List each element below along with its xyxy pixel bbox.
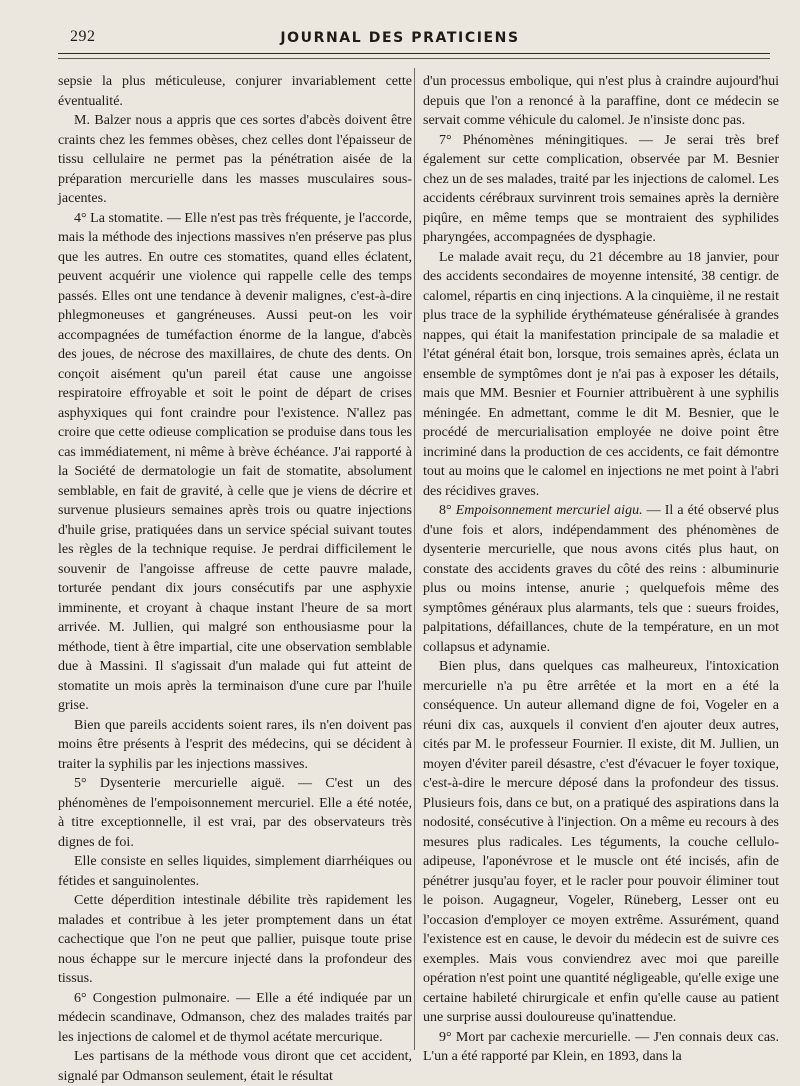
paragraph: M. Balzer nous a appris que ces sortes d'abcès doivent être craints chez les femmes obèses, chez celles dont l'épaisseur de tissu cellulaire ne permet pas la pénétration aisée de la préparation mercurielle dans les masses musculaires sous-jacentes. bbox=[58, 113, 412, 206]
paragraph: Cette déperdition intestinale débilite très rapidement les malades et contribue à les jeter promptement dans un état cachectique que l'on ne peut que pallier, puisque toute prise nous échappe sur le mercure injecté dans la profondeur des tissus. bbox=[58, 893, 412, 986]
paragraph: Le malade avait reçu, du 21 décembre au 18 janvier, pour des accidents secondaires de moyenne intensité, 38 centigr. de calomel, répartis en cinq injections. A la cinquième, il ne restait plus trace de la syphilide érythémateuse généralisée à grandes nappes, qui était la manifestation principale de sa maladie et l'état général était bon, lorsque, trois semaines après, éclata un ensemble de symptômes dont je n'ai pas à exposer les détails, mais que MM. Besnier et Fournier attribuèrent à une syphilis méningée. En admettant, comme le dit M. Besnier, que le procédé de mercurialisation employée ne doive point être incriminé dans la production de ces accidents, ce fait démontre tout au moins que le calomel en injections ne met point à l'abri des récidives graves. bbox=[423, 249, 779, 499]
paragraph: sepsie la plus méticuleuse, conjurer invariablement cette éventualité. bbox=[58, 74, 412, 109]
paragraph: 6° Congestion pulmonaire. — Elle a été indiquée par un médecin scandinave, Odmanson, chez des malades traités par les injections de calomel et de thymol acétate mercurique. bbox=[58, 990, 412, 1045]
column-divider bbox=[414, 68, 415, 1050]
paragraph: Bien que pareils accidents soient rares, ils n'en doivent pas moins être présents à l'esprit des médecins, qui se décident à traiter la syphilis par les injections massives. bbox=[58, 717, 412, 772]
paragraph: 9° Mort par cachexie mercurielle. — J'en connais deux cas. L'un a été rapporté par Klein, en 1893, dans la bbox=[423, 1029, 779, 1064]
paragraph: Les partisans de la méthode vous diront que cet accident, signalé par Odmanson seulement, était le résultat bbox=[58, 1049, 412, 1084]
italic-heading: Empoisonnement mercuriel aigu. bbox=[455, 503, 643, 518]
paragraph: 4° La stomatite. — Elle n'est pas très fréquente, je l'accorde, mais la méthode des injections massives n'en préserve pas plus que les autres. En outre ces stomatites, quand elles éclatent, peuvent acquérir une violence qui rappelle celle des temps passés. Elles ont une tendance à devenir malignes, c'est-à-dire phlegmoneuses et gangréneuses. Aussi peut-on les voir accompagnées de tuméfaction énorme de la langue, d'abcès des joues, de nécrose des maxillaires, de chute des dents. On conçoit aisément qu'un pareil état cause une angoisse respiratoire effroyable et soit le point de départ de crises asphyxiques qui font craindre pour l'existence. N'allez pas croire que cette odieuse complication se produise dans tous les cas immédiatement, ni même à brève échéance. J'ai rapporté à la Société de dermatologie un fait de stomatite, absolument semblable, en fait de gravité, à celle que je viens de décrire et survenue plusieurs semaines après trois ou quatre injections d'huile grise, pratiquées dans un service spécial suivant toutes les règles de la technique requise. Je perdrai difficilement le souvenir de l'angoisse affreuse de cette pauvre malade, torturée pendant dix jours consécutifs par une asphyxie imminente, et croyant à chaque instant l'heure de sa mort arrivée. M. Jullien, qui malgré son enthousiasme pour la méthode, tient à être impartial, cite une observation semblable due à Massini. Il s'agissait d'un malade qui fut atteint de stomatite un mois après la terminaison d'une cure par l'huile grise. bbox=[58, 210, 412, 713]
page-number: 292 bbox=[70, 28, 96, 45]
left-column bbox=[58, 72, 412, 1084]
paragraph-with-italic: 8° Empoisonnement mercuriel aigu. — Il a été observé plus d'une fois et alors, indépendamment des phénomènes de dysenterie mercurielle, que nous avons cités plus haut, on constate des accidents graves du côté des reins : albuminurie plus ou moins intense, anurie ; quelquefois même des symptômes généraux plus alarmants, tels que : sueurs froides, palpitations, défaillances, chute de la température, en un mot collapsus et adynamie. bbox=[423, 503, 779, 655]
paragraph: 5° Dysenterie mercurielle aiguë. — C'est un des phénomènes de l'empoisonnement mercuriel. Elle a été notée, à titre exceptionnelle, il est vrai, par des observateurs très dignes de foi. bbox=[58, 776, 412, 850]
paragraph: Elle consiste en selles liquides, simplement diarrhéiques ou fétides et sanguinolentes. bbox=[58, 854, 412, 889]
paragraph: Bien plus, dans quelques cas malheureux, l'intoxication mercurielle n'a pu être arrêtée et la mort en a été la conséquence. Un auteur allemand digne de foi, Vogeler en a réuni dix cas, auxquels il convient d'en ajouter deux autres, cités par M. le professeur Fournier. Il existe, dit M. Jullien, un moyen d'éviter pareil désastre, c'est d'évacuer le foyer toxique, c'est-à-dire le mercure déposé dans la profondeur des tissus. Plusieurs fois, dans ce but, on a pratiqué des aspirations dans la nodosité, consécutive à l'injection. On a même eu recours à des mesures plus radicales. Les téguments, la couche cellulo-adipeuse, l'aponévrose et le muscle ont été incisés, afin de pénétrer jusqu'au foyer, et le racler pour pouvoir éliminer tout le poison. Augagneur, Vogeler, Rüneberg, Lesser ont eu l'occasion d'employer ce moyen extrême. Assurément, quand l'existence est en cause, le devoir du médecin est de suivre ces exemples. Mais vous conviendrez avec moi que pareille opération n'est point une quantité négligeable, qu'elle exige une certaine habileté chirurgicale et enfin qu'elle cause au patient une surprise aussi douloureuse qu'inattendue. bbox=[423, 659, 779, 1025]
paragraph: 7° Phénomènes méningitiques. — Je serai très bref également sur cette complication, observée par M. Besnier chez un de ses malades, traité par les injections de calomel. Les accidents cérébraux survinrent trois semaines après la dernière piqûre, en même temps que se montraient des syphilides pharyngées, accompagnées de dysphagie. bbox=[423, 132, 779, 245]
header-rule bbox=[58, 53, 770, 54]
right-column bbox=[423, 72, 779, 1064]
header-rule-thin bbox=[58, 58, 770, 59]
page-header bbox=[40, 28, 760, 50]
paragraph: d'un processus embolique, qui n'est plus à craindre aujourd'hui depuis que l'on a renoncé à la paraffine, dont ce médecin se servait comme véhicule du calomel. Je n'insiste donc pas. bbox=[423, 74, 779, 128]
running-head-title: JOURNAL DES PRATICIENS bbox=[280, 30, 520, 46]
